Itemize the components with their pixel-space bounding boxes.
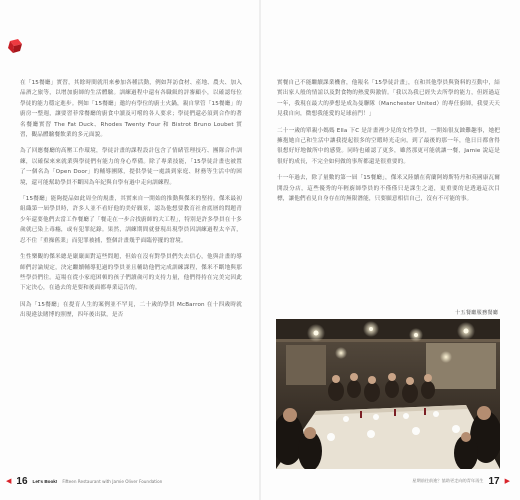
right-paragraph-2: 二十一歲的單親小媽媽 Ella 下C 是計畫裡少見的女性學員，一開始很友蝕難趣事，她把擁抱她自己和生活中讓我提起很多的空暇時光走向，到了最後的那一年，他日日都會得很想好好地做所中的感覺。同時也確認了更多，雖然那更可能就讓一餐，Jamie 說這是很好的成長，不完全如何做的事所都還是很重要的。 — [277, 127, 500, 165]
right-page-body — [277, 78, 500, 210]
left-paragraph-3: 「15餐廳」能夠提品如此周全的規畫，其實來自一開始的推動與傑米的堅持。傑米最初組織第一屆學員時，許多人並不看好他的美好願景，認為他想要教育社會底層的問題青少年還要他們去當工作餐廳了「餐走在一步合找廚師的大工程」，特別是許多學員在十多歲就已染上毒癮，或有犯罪紀錄。果然，訓練期間就發現出現學員因訓練過程太辛苦，忍不住「重操舊業」而犯罪被捕，整個計畫幾乎面臨停擺的窘境。 — [20, 196, 242, 244]
left-paragraph-5: 因為「15餐廳」在提育人生的案例並不罕見，二十歲的學員 McBarron 在十四歲時就出現違法賭博的照歷，四年後出獄，是否 — [20, 301, 242, 319]
page-arrow-left-icon: ◀ — [6, 476, 12, 485]
page-gutter — [259, 0, 261, 500]
photo-caption: 十五餐廳服務餐廳 — [455, 310, 499, 316]
left-page-footer — [6, 473, 162, 489]
left-page-number: 16 — [16, 475, 28, 487]
right-page-number: 17 — [488, 475, 500, 487]
page-arrow-right-icon: ▶ — [504, 476, 510, 485]
restaurant-dining-photo — [276, 319, 500, 469]
left-paragraph-1: 在「15餐廳」實習，其餘時間就用來參加各種活動，例如拜訪食材、產地、農夫、加入品酒之旅等，以增加廚師的生活體驗。訓練過程中還有各職級的評審顧小，以確認每位學徒的能力穩定進步。例如「15餐廳」邀約有學位的廚士火鍋，親自掌管「15餐廳」的廚房一整週，讓要習菲常餐廳的廚食中讀及可嚐的各人要求；學徒們還必須到合作的著名餐廳實習 The Fat Duck、Rhodes Twenty Four 和 Bistrot Bruno Loubet 實習，觀品體驗餐飲業的多元面貌。 — [20, 80, 242, 139]
red-cube-logo-icon — [6, 38, 22, 57]
right-paragraph-1: 實餐自己不能繼續課業機會，他報名「15學徒計畫」，在和其他學員與資料的互動中，結實出家人般的情誼以及對食物的熱愛與激情。「我以為我已經失去所學的能力，但經過這一年，我現在最大的夢想是成為曼聯隊（Manchester United）的專任廚師，我要天天見我自向，微想我能愛的足球前門！」 — [277, 80, 500, 118]
left-paragraph-4: 生性樂觀的傑米總是嚴嚴面對這些問題，但始在沒有對學員們失去信心，他與計畫的導師們討論規定，決定繼續輔導犯過的學員並且輔助他們完成訓練課程，傑米不斷地與那些學員們往。這場在從小家庭困頓的孩子們讀歲可的支持力量，他們得持在完美完因此下定決心，在過去的是要和後面都專業這告的。 — [20, 254, 242, 292]
left-page-body — [20, 78, 242, 327]
right-running-title: 星期前往前進？協助更走向的青年再生 — [412, 478, 484, 483]
right-paragraph-3: 十一年過去，除了量數的第一屆「15餐廳」，傑米又陸續在荷蘭阿姆斯特丹和英國康瓦爾開設分店，這些優秀的年輕廚師學員的不僅僅只是課生之道，更重要的是透過這次目標，讓他們看見自身存在的無限潛能，只要願意相信自己，沒有不可能的事。 — [277, 175, 500, 203]
left-running-title: Fifteen Restaurant with Jamie Oliver Foundation — [62, 478, 163, 484]
magazine-brand: Let's Book! — [32, 478, 58, 484]
right-page-footer — [412, 473, 510, 489]
left-paragraph-2: 為了回應餐廳的高壓工作環境，學徒計畫的課程設計包含了情緒管理技巧、團隊合作訓練，以確保來來就業與學徒們有能力的身心準備。除了專業技能，「15學徒計畫也被置了一個名為「Open Door」的輔導團隊，提供學徒一處談到家庭、財務等生活中的困境，還可能幫助學員不斷因為年紀與自學有過中走向訓練程。 — [20, 148, 242, 186]
